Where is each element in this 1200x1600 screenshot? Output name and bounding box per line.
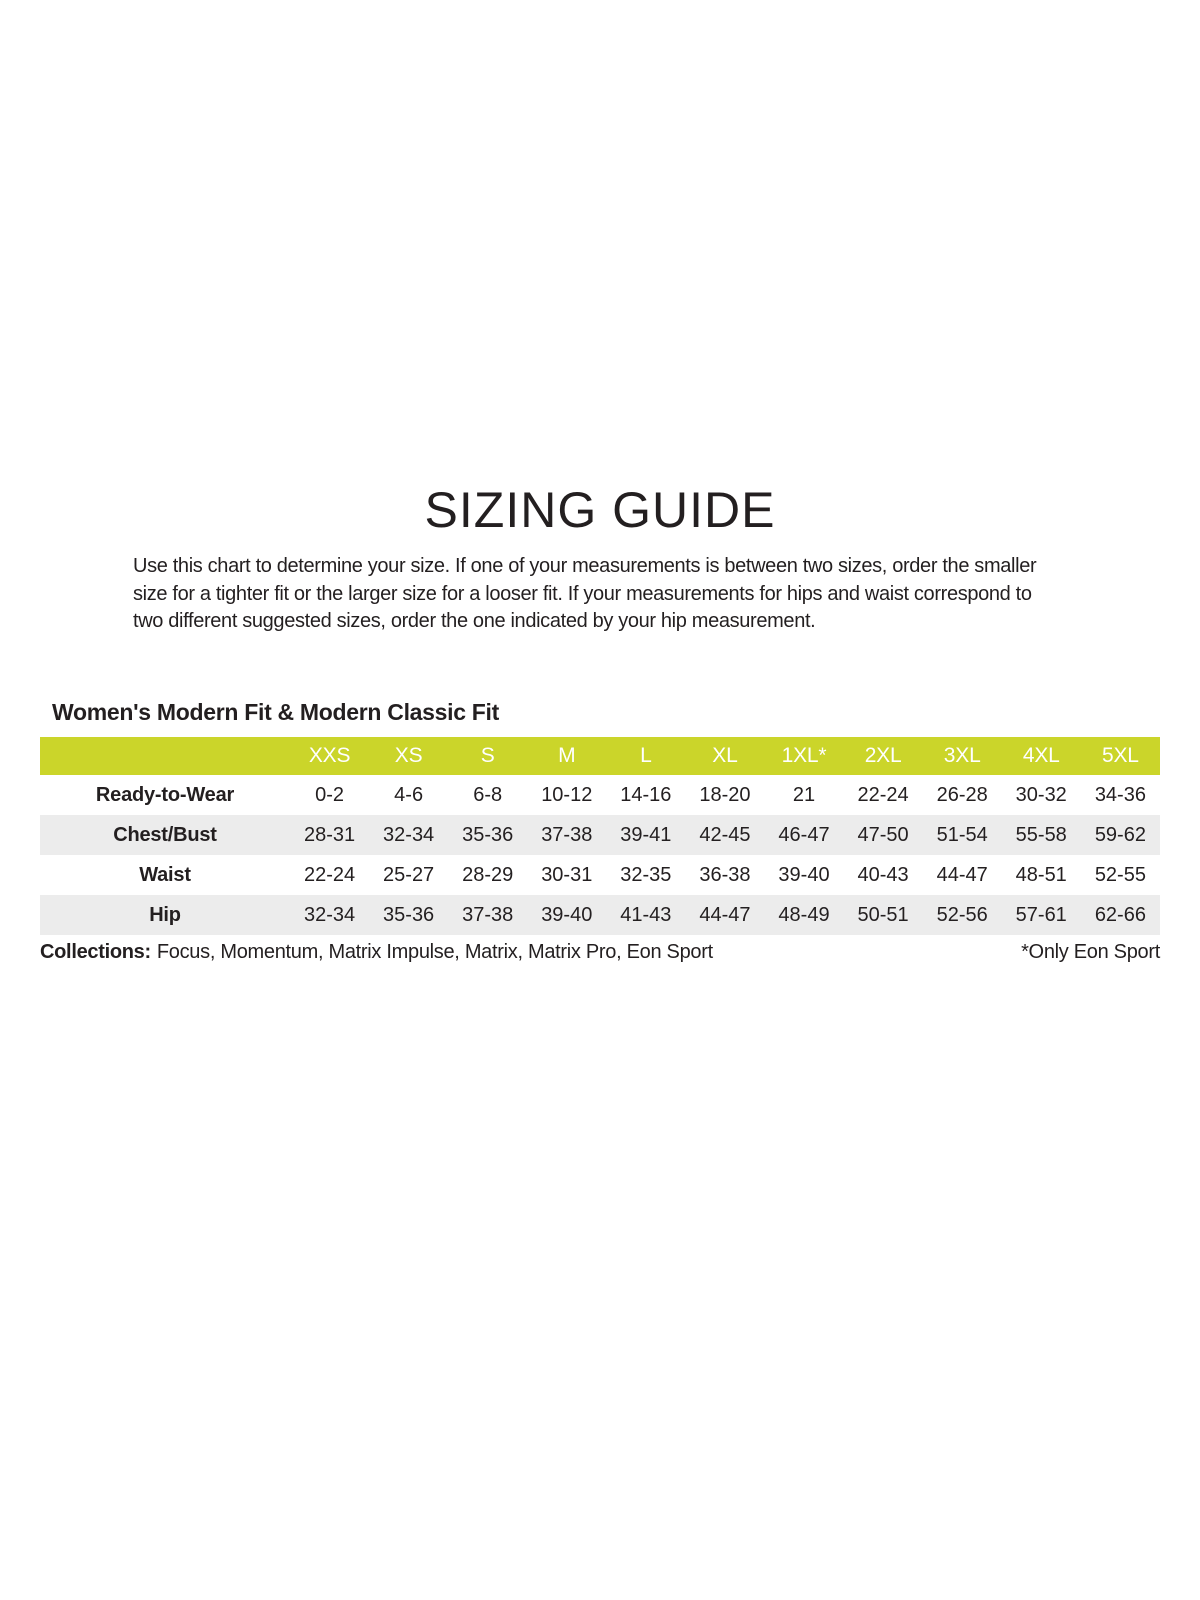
size-cell: 34-36 (1094, 783, 1146, 806)
size-cell: 59-62 (1094, 823, 1146, 846)
size-cell: 46-47 (778, 823, 830, 846)
size-cell: 26-28 (936, 783, 988, 806)
footnote-only-eon-sport: *Only Eon Sport (1021, 941, 1160, 963)
column-header: 2XL (844, 737, 923, 775)
size-cell: 52-56 (936, 903, 988, 926)
size-cell: 39-40 (778, 863, 830, 886)
size-cell: 30-32 (1015, 783, 1067, 806)
table-row (40, 775, 1160, 815)
size-cell: 6-8 (473, 783, 503, 806)
size-cell: 22-24 (303, 863, 356, 886)
size-cell: 4-6 (394, 783, 424, 806)
intro-line-3: two different suggested sizes, order the one indicated by your hip measurement. (133, 610, 816, 632)
size-cell: 21 (792, 783, 816, 806)
size-cell: 41-43 (620, 903, 672, 926)
size-cell: 32-34 (383, 823, 435, 846)
intro-line-1: Use this chart to determine your size. If one of your measurements is between two sizes, order the smaller (133, 555, 1037, 577)
size-cell: 48-51 (1015, 863, 1067, 886)
size-cell: 30-31 (541, 863, 593, 886)
size-cell: 35-36 (462, 823, 514, 846)
column-header: 3XL (923, 737, 1002, 775)
table-corner-cell (40, 737, 290, 775)
size-cell: 37-38 (462, 903, 514, 926)
row-label: Waist (139, 863, 191, 886)
column-header: XL (685, 737, 764, 775)
size-cell: 18-20 (699, 783, 751, 806)
size-cell: 35-36 (383, 903, 435, 926)
size-cell: 0-2 (315, 783, 344, 806)
collections-note (40, 941, 713, 964)
intro-line-2: size for a tighter fit or the larger size for a looser fit. If your measurements for hips and waist correspond to (133, 582, 1032, 605)
page-title: SIZING GUIDE (424, 482, 776, 538)
size-cell: 39-41 (620, 823, 672, 846)
section-title: Women's Modern Fit & Modern Classic Fit (52, 699, 499, 725)
table-row (40, 815, 1160, 855)
column-header: M (527, 737, 606, 775)
row-label: Ready-to-Wear (95, 783, 235, 806)
column-header: 4XL (1002, 737, 1081, 775)
size-cell: 62-66 (1094, 903, 1146, 926)
size-cell: 10-12 (541, 783, 593, 806)
column-header: 1XL* (764, 737, 843, 775)
size-cell: 42-45 (699, 823, 751, 846)
column-header: 5XL (1081, 737, 1160, 775)
column-header: XXS (290, 737, 369, 775)
size-cell: 28-29 (462, 863, 514, 886)
size-cell: 22-24 (857, 783, 909, 806)
size-cell: 32-35 (620, 863, 672, 886)
size-cell: 47-50 (857, 823, 909, 846)
sizing-table (40, 737, 1160, 935)
size-cell: 55-58 (1015, 823, 1067, 846)
size-cell: 52-55 (1094, 863, 1146, 886)
size-cell: 28-31 (303, 823, 356, 846)
row-label: Hip (149, 903, 181, 926)
size-cell: 36-38 (699, 863, 751, 886)
size-cell: 32-34 (303, 903, 356, 926)
footer-line (40, 941, 1160, 964)
size-cell: 14-16 (620, 783, 672, 806)
size-cell: 37-38 (541, 823, 593, 846)
size-cell: 50-51 (857, 903, 909, 926)
row-label: Chest/Bust (113, 823, 217, 846)
size-cell: 57-61 (1015, 903, 1067, 926)
size-cell: 44-47 (936, 863, 988, 886)
intro-paragraph (133, 553, 1073, 636)
table-row (40, 855, 1160, 895)
table-header-row (40, 737, 1160, 775)
collections-label: Collections: (40, 941, 151, 963)
size-cell: 48-49 (778, 903, 830, 926)
size-cell: 25-27 (383, 863, 435, 886)
column-header: XS (369, 737, 448, 775)
collections-list: Focus, Momentum, Matrix Impulse, Matrix, Matrix Pro, Eon Sport (156, 941, 713, 963)
size-cell: 44-47 (699, 903, 751, 926)
size-cell: 51-54 (936, 823, 988, 846)
table-row (40, 895, 1160, 935)
size-cell: 40-43 (857, 863, 909, 886)
column-header: L (606, 737, 685, 775)
column-header: S (448, 737, 527, 775)
size-cell: 39-40 (541, 903, 593, 926)
